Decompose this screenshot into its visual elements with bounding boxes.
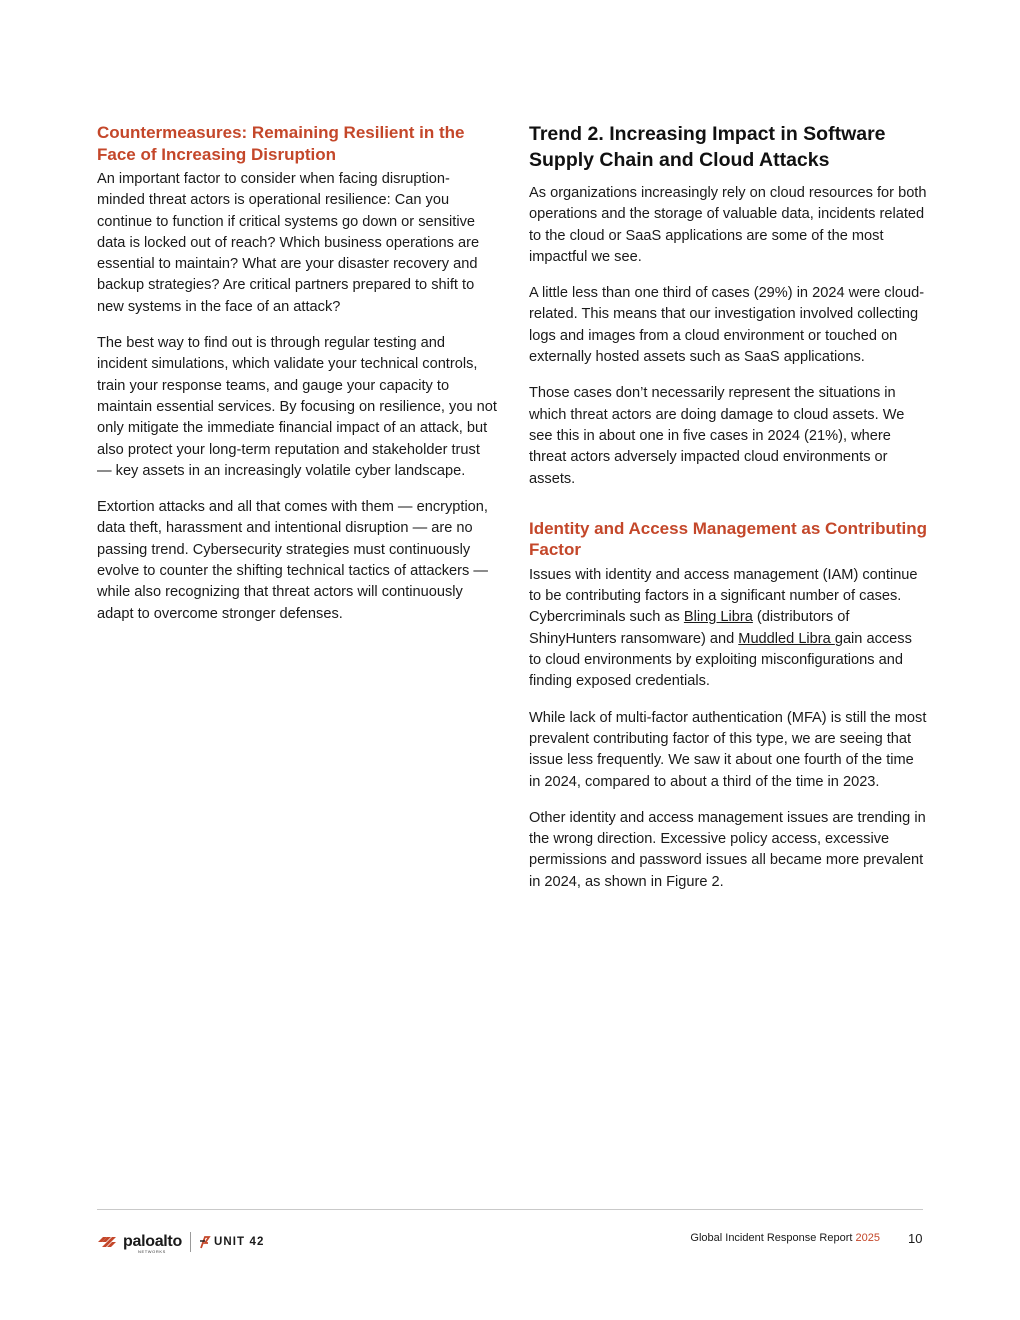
footer-divider — [97, 1209, 923, 1210]
paragraph: A little less than one third of cases (29%) in 2024 were cloud-related. This means that our investigation involved collecting logs and images from a cloud environment or touched on externally hosted assets such as SaaS applications. — [529, 285, 925, 366]
paragraph: As organizations increasingly rely on cloud resources for both operations and the storage of valuable data, incidents related to the cloud or SaaS applications are some of the most impactful we see. — [529, 185, 927, 265]
muddled-libra-link[interactable]: Muddled Libra — [738, 630, 835, 647]
paragraph: Other identity and access management issues are trending in the wrong direction. Excessive policy access, excessive permissions and password issues all became more prevalent in 2024, as shown in Figure 2. — [529, 809, 926, 890]
paragraph-iam — [529, 565, 925, 693]
logo-separator — [190, 1232, 191, 1252]
brand-logo — [98, 1231, 264, 1253]
paragraph-text: gain access to cloud environments by exploiting misconfigurations and finding exposed credentials. — [529, 630, 912, 690]
right-column — [529, 122, 929, 908]
brand-name: paloalto — [123, 1233, 182, 1250]
bling-libra-link[interactable]: Bling Libra — [683, 609, 753, 626]
paragraph-text: Issues with identity and access management (IAM) continue to be contributing factors in a significant number of cases. Cybercriminals such as — [529, 566, 918, 626]
iam-heading: Identity and Access Management as Contributing Factor — [529, 518, 927, 560]
paragraph: While lack of multi-factor authentication (MFA) is still the most prevalent contributing factor of this type, we are seeing that issue less frequently. We saw it about one fourth of the time in 2024, compared to about a third of the time in 2023. — [529, 709, 927, 790]
paragraph: Extortion attacks and all that comes with them — encryption, data theft, harassment and intentional disruption — are no passing trend. Cybersecurity strategies must continuously evolve to counter the shifting technical tactics of attackers — while also recognizing that threat actors will continuously adapt to overcome stronger defenses. — [97, 499, 488, 622]
paragraph: An important factor to consider when facing disruption-minded threat actors is operational resilience: Can you continue to function if critical systems go down or sensitive data is locked out of reach? Which business operations are essential to maintain? What are your disaster recovery and backup strategies? Are critical partners prepared to shift to new systems in the face of an attack? — [97, 171, 480, 315]
report-title — [690, 1232, 880, 1244]
paragraph-text: (distributors of ShinyHunters ransomware) and — [529, 609, 850, 647]
brand-sub: NETWORKS — [138, 1249, 166, 1254]
unit42-wordmark: UNIT 42 — [213, 1236, 265, 1248]
paragraph: The best way to find out is through regular testing and incident simulations, which validate your technical controls, train your response teams, and gauge your capacity to maintain essential services. By focusing on resilience, you not only mitigate the immediate financial impact of an attack, but also protect your long-term reputation and stakeholder trust — key assets in an increasingly volatile cyber landscape. — [97, 335, 497, 479]
trend-heading: Trend 2. Increasing Impact in Software Supply Chain and Cloud Attacks — [529, 123, 886, 171]
paloalto-mark-icon — [98, 1234, 120, 1250]
page-number: 10 — [908, 1231, 923, 1246]
report-title-text: Global Incident Response Report — [690, 1232, 853, 1244]
unit42-mark-icon — [199, 1235, 211, 1249]
left-column — [97, 122, 497, 640]
paragraph: Those cases don’t necessarily represent the situations in which threat actors are doing damage to cloud assets. We see this in about one in five cases in 2024 (21%), where threat actors adversely impacted cloud environments or assets. — [529, 385, 905, 487]
countermeasures-heading: Countermeasures: Remaining Resilient in the Face of Increasing Disruption — [97, 123, 465, 164]
report-year: 2025 — [855, 1232, 880, 1244]
